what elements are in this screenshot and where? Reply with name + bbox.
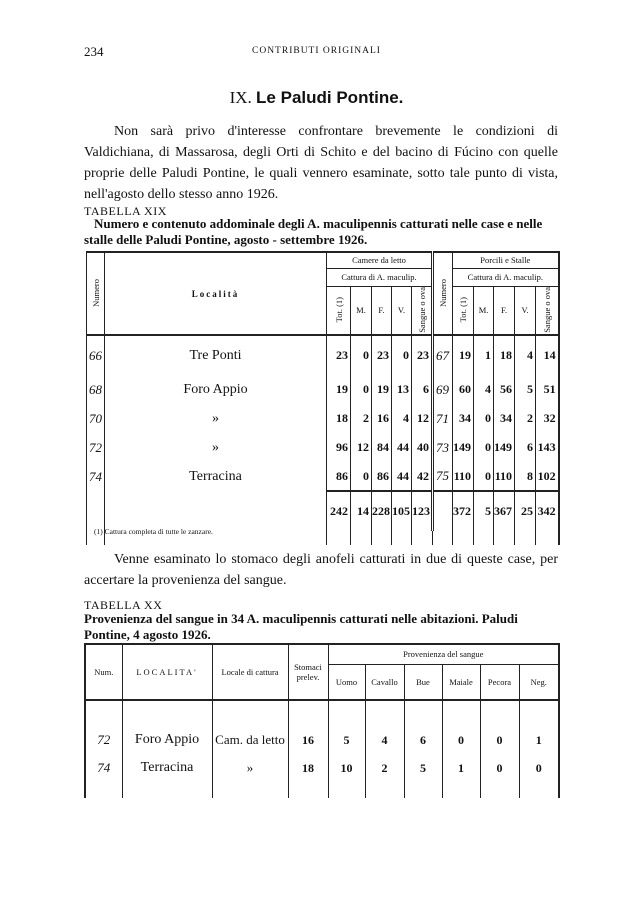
header-tot-2: [453, 286, 474, 335]
camere-value: 0: [351, 375, 372, 404]
table-row: [87, 335, 559, 375]
camere-total: 242: [327, 491, 351, 531]
totals-blank-2: [433, 491, 453, 531]
header-pecora: Pecora: [480, 664, 519, 700]
camere-value: 86: [327, 462, 351, 491]
row-localita: »: [105, 433, 327, 462]
row-number-2: 69: [433, 375, 453, 404]
row-locale: »: [212, 748, 288, 776]
totals-dot: [105, 491, 327, 531]
totals-row: [87, 491, 559, 531]
porcili-value: 149: [453, 433, 474, 462]
paragraph-1-text: Non sarà privo d'interesse confrontare brevemente le condizioni di Valdichiana, di Massarosa, degli Orti di Schito e del bacino di Fúcino con quelle proprie delle Paludi Pontine, le quali vennero esaminate, sotto tale punto di vista, nell'agosto dello stesso anno 1926.: [84, 124, 558, 202]
row-value: 0: [480, 748, 519, 776]
header-v-1: V.: [392, 286, 412, 335]
porcili-value: 32: [536, 404, 559, 433]
porcili-value: 102: [536, 462, 559, 491]
porcili-value: 56: [494, 375, 515, 404]
camere-value: 16: [372, 404, 392, 433]
row-locale: Cam. da letto: [212, 700, 288, 748]
porcili-value: 60: [453, 375, 474, 404]
header-uomo: Uomo: [328, 664, 365, 700]
camere-value: 23: [372, 335, 392, 375]
porcili-value: 2: [515, 404, 536, 433]
porcili-value: 149: [494, 433, 515, 462]
camere-value: 4: [392, 404, 412, 433]
page-number: 234: [84, 44, 104, 59]
paragraph-2-text: Venne esaminato lo stomaco degli anofeli catturati in due di queste case, per accertare la provenienza del sangue.: [84, 552, 558, 588]
porcili-value: 14: [536, 335, 559, 375]
row-number-2: 67: [433, 335, 453, 375]
header-v-2: V.: [515, 286, 536, 335]
camere-value: 0: [351, 462, 372, 491]
table-row: [87, 404, 559, 433]
header-tot-label: Tot. (1): [333, 296, 344, 323]
row-number-2: 73: [433, 433, 453, 462]
header-maiale: Maiale: [442, 664, 480, 700]
header-numero-2: Numero: [438, 278, 449, 307]
row-value: 5: [328, 700, 365, 748]
porcili-value: 8: [515, 462, 536, 491]
row-number-2: 75: [433, 462, 453, 491]
camere-value: 19: [372, 375, 392, 404]
porcili-value: 1: [474, 335, 494, 375]
camere-value: 40: [412, 433, 433, 462]
table19-footnote: (1) Cattura completa di tutte le zanzare.: [94, 527, 213, 536]
row-localita: »: [105, 404, 327, 433]
camere-value: 18: [327, 404, 351, 433]
header-provenienza: Provenienza del sangue: [328, 644, 559, 664]
camere-value: 23: [327, 335, 351, 375]
row-localita: Terracina: [122, 748, 212, 776]
porcili-value: 5: [515, 375, 536, 404]
row-value: 2: [365, 748, 404, 776]
porcili-total: 25: [515, 491, 536, 531]
header-cavallo: Cavallo: [365, 664, 404, 700]
camere-value: 6: [412, 375, 433, 404]
header-sangue-label: Sangue o ova: [541, 286, 552, 333]
camere-value: 12: [351, 433, 372, 462]
table-19: [86, 251, 560, 545]
table19-caption: Numero e contenuto addominale degli A. maculipennis catturati nelle case e nelle stalle delle Paludi Pontine, agosto - settembre 1926.: [84, 216, 543, 247]
header-m-1: M.: [351, 286, 372, 335]
row-localita: Tre Ponti: [105, 335, 327, 375]
row-value: 0: [519, 748, 559, 776]
row-value: 10: [328, 748, 365, 776]
camere-value: 86: [372, 462, 392, 491]
header-sangue-1: [412, 286, 433, 335]
row-value: 6: [404, 700, 442, 748]
table-row: [87, 433, 559, 462]
porcili-value: 19: [453, 335, 474, 375]
table-row: [85, 748, 559, 776]
porcili-value: 110: [494, 462, 515, 491]
row-value: 1: [519, 700, 559, 748]
camere-value: 19: [327, 375, 351, 404]
section-heading: [0, 88, 633, 108]
totals-blank: [87, 491, 105, 531]
porcili-value: 51: [536, 375, 559, 404]
camere-value: 42: [412, 462, 433, 491]
header-tot-label: Tot. (1): [458, 296, 469, 323]
row-number: 68: [87, 375, 105, 404]
porcili-value: 0: [474, 462, 494, 491]
header-sangue-2: [536, 286, 559, 335]
header-m-2: M.: [474, 286, 494, 335]
header-bue: Bue: [404, 664, 442, 700]
table20-label: TABELLA XX: [84, 598, 163, 612]
row-value: 0: [442, 700, 480, 748]
porcili-value: 110: [453, 462, 474, 491]
row-number: 74: [87, 462, 105, 491]
table-row: [85, 700, 559, 748]
row-value: 0: [480, 700, 519, 748]
row-value: 1: [442, 748, 480, 776]
camere-value: 0: [392, 335, 412, 375]
row-stomaci: 18: [288, 748, 328, 776]
porcili-value: 18: [494, 335, 515, 375]
header-localita: Località: [105, 252, 327, 335]
table19-label: TABELLA XIX: [84, 204, 167, 218]
section-title: Le Paludi Pontine.: [256, 88, 404, 107]
table20-caption: Provenienza del sangue in 34 A. maculipennis catturati nelle abitazioni. Paludi Pontine, 4 agosto 1926.: [84, 611, 518, 642]
paragraph-1: [84, 121, 558, 205]
header-stomaci: Stomaci prelev.: [288, 644, 328, 700]
row-number: 72: [85, 700, 122, 748]
table-row: [87, 375, 559, 404]
header-localita: LOCALITA': [122, 644, 212, 700]
header-numero: Numero: [90, 278, 101, 307]
porcili-total: 5: [474, 491, 494, 531]
header-cattura-1: Cattura di A. maculip.: [327, 268, 433, 286]
camere-total: 228: [372, 491, 392, 531]
row-localita: Foro Appio: [122, 700, 212, 748]
porcili-total: 367: [494, 491, 515, 531]
header-f-1: F.: [372, 286, 392, 335]
header-f-2: F.: [494, 286, 515, 335]
table-row: [87, 462, 559, 491]
row-value: 4: [365, 700, 404, 748]
header-locale: Locale di cattura: [212, 644, 288, 700]
header-cattura-2: Cattura di A. maculip.: [453, 268, 559, 286]
row-localita: Foro Appio: [105, 375, 327, 404]
row-number: 70: [87, 404, 105, 433]
header-num: Num.: [85, 644, 122, 700]
porcili-value: 34: [494, 404, 515, 433]
camere-value: 96: [327, 433, 351, 462]
row-stomaci: 16: [288, 700, 328, 748]
camere-value: 2: [351, 404, 372, 433]
section-number: IX.: [229, 88, 252, 107]
row-value: 5: [404, 748, 442, 776]
row-number: 74: [85, 748, 122, 776]
header-porcili: Porcili e Stalle: [453, 252, 559, 268]
spacer-row: [85, 776, 559, 798]
porcili-value: 4: [515, 335, 536, 375]
camere-value: 12: [412, 404, 433, 433]
table-20: [84, 643, 560, 798]
header-neg: Neg.: [519, 664, 559, 700]
header-tot-1: [327, 286, 351, 335]
camere-total: 123: [412, 491, 433, 531]
porcili-value: 0: [474, 433, 494, 462]
header-sangue-label: Sangue o ova: [416, 286, 427, 333]
porcili-value: 6: [515, 433, 536, 462]
camere-value: 84: [372, 433, 392, 462]
camere-total: 14: [351, 491, 372, 531]
row-number-2: 71: [433, 404, 453, 433]
camere-value: 23: [412, 335, 433, 375]
porcili-value: 34: [453, 404, 474, 433]
row-localita: Terracina: [105, 462, 327, 491]
camere-value: 13: [392, 375, 412, 404]
porcili-value: 143: [536, 433, 559, 462]
porcili-value: 4: [474, 375, 494, 404]
camere-total: 105: [392, 491, 412, 531]
header-camere: Camere da letto: [327, 252, 433, 268]
row-number: 72: [87, 433, 105, 462]
camere-value: 44: [392, 462, 412, 491]
camere-value: 44: [392, 433, 412, 462]
porcili-value: 0: [474, 404, 494, 433]
paragraph-2: [84, 549, 558, 591]
camere-value: 0: [351, 335, 372, 375]
porcili-total: 342: [536, 491, 559, 531]
row-number: 66: [87, 335, 105, 375]
running-head: CONTRIBUTI ORIGINALI: [252, 46, 381, 56]
porcili-total: 372: [453, 491, 474, 531]
